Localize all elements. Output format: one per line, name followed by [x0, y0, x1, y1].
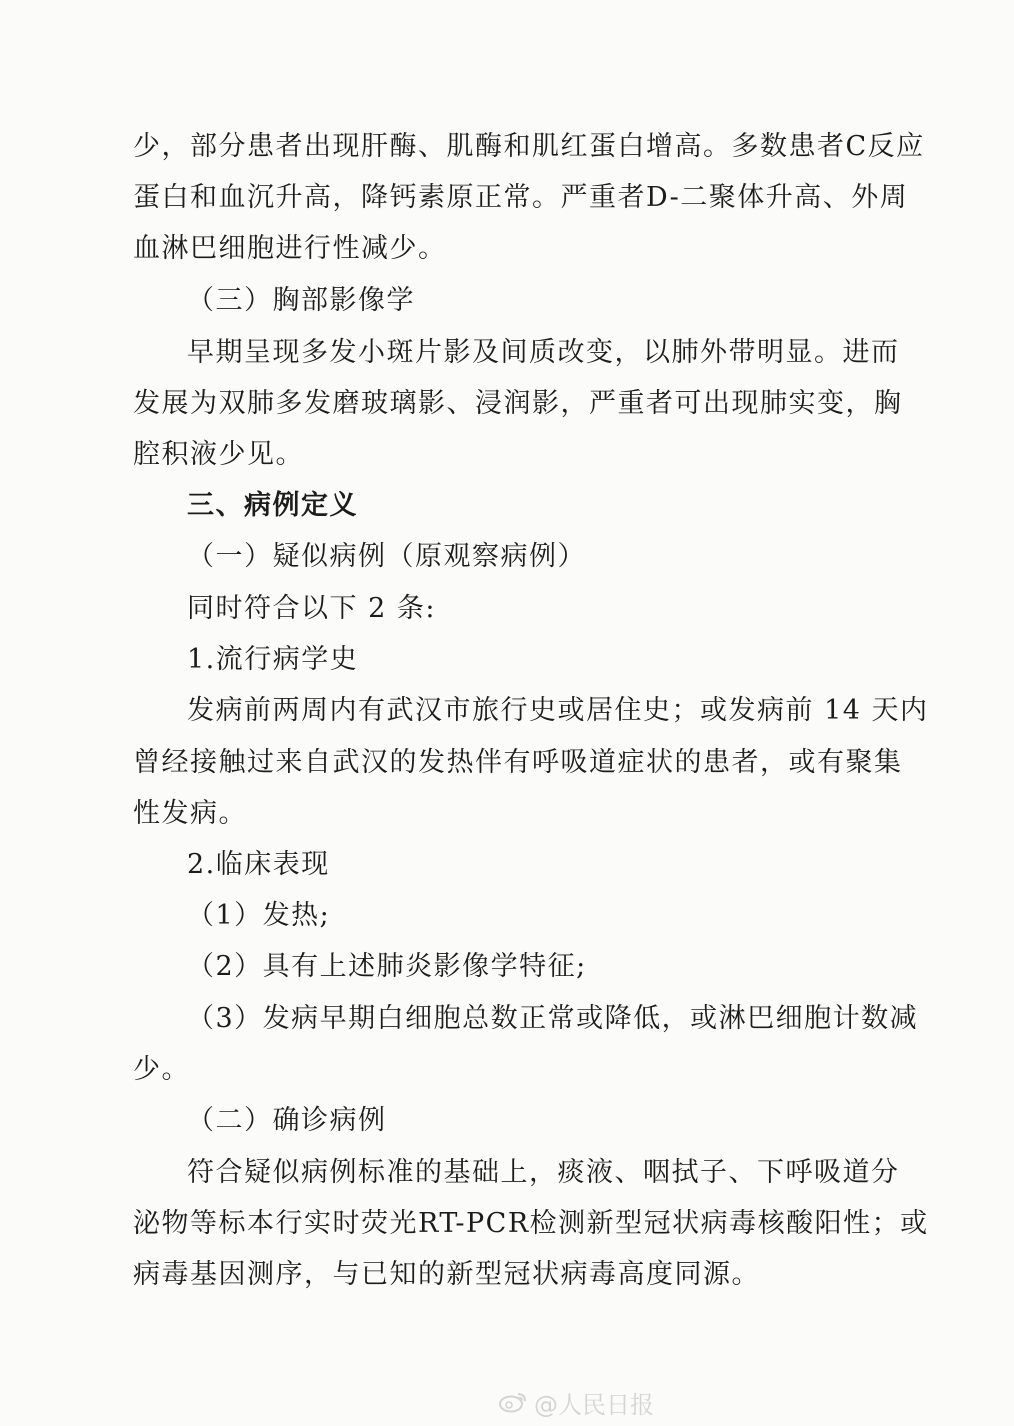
body-line: 发展为双肺多发磨玻璃影、浸润影，严重者可出现肺实变，胸 [133, 388, 903, 419]
body-line: 少，部分患者出现肝酶、肌酶和肌红蛋白增高。多数患者C反应 [133, 131, 925, 162]
body-line: 性发病。 [133, 798, 247, 829]
body-line: 发病前两周内有武汉市旅行史或居住史；或发病前 14 天内 [187, 695, 929, 726]
subsection-heading: （二）确诊病例 [187, 1105, 387, 1136]
subsection-heading: （一）疑似病例（原观察病例） [187, 541, 586, 572]
body-line: 曾经接触过来自武汉的发热伴有呼吸道症状的患者，或有聚集 [133, 747, 903, 778]
body-line: 同时符合以下 2 条: [187, 593, 436, 624]
list-item: （3）发病早期白细胞总数正常或降低，或淋巴细胞计数减 [187, 1003, 919, 1034]
list-heading: 1.流行病学史 [187, 644, 359, 675]
list-item: （1）发热; [187, 900, 331, 931]
body-line: 少。 [133, 1054, 190, 1085]
body-line: 腔积液少见。 [133, 439, 304, 470]
body-line: 泌物等标本行实时荧光RT-PCR检测新型冠状病毒核酸阳性；或 [133, 1208, 929, 1239]
body-line: 血淋巴细胞进行性减少。 [133, 233, 447, 264]
list-item: （2）具有上述肺炎影像学特征; [187, 951, 587, 982]
list-heading: 2.临床表现 [187, 849, 330, 880]
body-line: 符合疑似病例标准的基础上，痰液、咽拭子、下呼吸道分 [187, 1157, 900, 1188]
section-heading: 三、病例定义 [187, 490, 358, 521]
body-line: 病毒基因测序，与已知的新型冠状病毒高度同源。 [133, 1259, 760, 1290]
body-line: 蛋白和血沉升高，降钙素原正常。严重者D-二聚体升高、外周 [133, 182, 909, 213]
subsection-heading: （三）胸部影像学 [187, 285, 415, 316]
body-line: 早期呈现多发小斑片影及间质改变，以肺外带明显。进而 [187, 337, 900, 368]
watermark [498, 1382, 654, 1422]
weibo-logo-icon [498, 1391, 528, 1413]
watermark-text: @人民日报 [534, 1390, 654, 1419]
